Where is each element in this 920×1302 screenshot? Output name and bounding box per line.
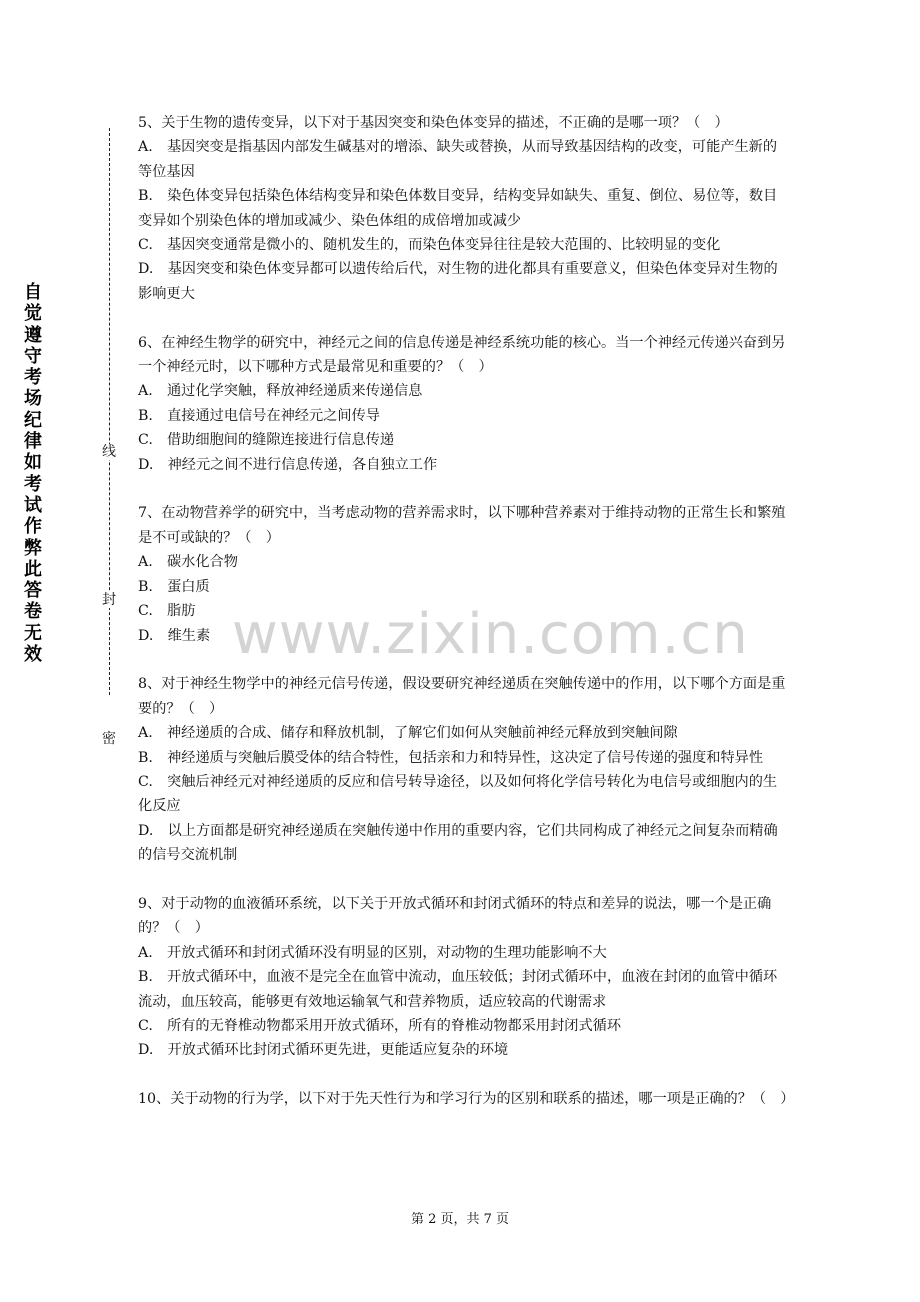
option-a: A. 神经递质的合成、储存和释放机制，了解它们如何从突触前神经元释放到突触间隙 — [138, 725, 678, 742]
slogan-char: 场 — [24, 388, 42, 410]
option-d: D. 以上方面都是研究神经递质在突触传递中作用的重要内容，它们共同构成了神经元之间复杂而精确的信号交流机制 — [138, 822, 778, 864]
option-d: D. 神经元之间不进行信息传递，各自独立工作 — [138, 456, 438, 473]
question-7 — [138, 501, 788, 647]
slogan-char: 弊 — [24, 537, 42, 559]
site-watermark: www.zixin.com.cn — [232, 602, 749, 667]
page-number: 第 2 页，共 7 页 — [410, 1212, 510, 1227]
seal-mark-feng: 封 — [102, 592, 116, 608]
option-c: C. 所有的无脊椎动物都采用开放式循环，所有的脊椎动物都采用封闭式循环 — [138, 1017, 622, 1034]
exam-rules-slogan — [22, 282, 44, 665]
slogan-char: 守 — [24, 345, 42, 367]
option-a: A. 碳水化合物 — [138, 554, 238, 571]
option-a: A. 基因突变是指基因内部发生碱基对的增添、缺失或替换，从而导致基因结构的改变，可能产生新的等位基因 — [138, 139, 778, 180]
option-b: B. 开放式循环中，血液不是完全在血管中流动，血压较低；封闭式循环中，血液在封闭的血管中循环流动，血压较高，能够更有效地运输氧气和营养物质，适应较高的代谢需求 — [138, 969, 778, 1010]
slogan-char: 试 — [24, 494, 42, 516]
slogan-char: 律 — [24, 431, 42, 453]
slogan-char: 无 — [24, 622, 42, 644]
slogan-char: 觉 — [24, 303, 42, 325]
option-a: A. 开放式循环和封闭式循环没有明显的区别，对动物的生理功能影响不大 — [138, 944, 607, 961]
slogan-char: 此 — [24, 558, 42, 580]
question-stem: 5、关于生物的遗传变异，以下对于基因突变和染色体变异的描述，不正确的是哪一项？（ ） — [138, 115, 729, 131]
option-c: C. 借助细胞间的缝隙连接进行信息传递 — [138, 432, 395, 449]
question-stem: 6、在神经生物学的研究中，神经元之间的信息传递是神经系统功能的核心。当一个神经元传递兴奋到另一个神经元时，以下哪种方式是最常见和重要的？（ ） — [138, 334, 786, 376]
question-5 — [138, 111, 788, 306]
slogan-char: 如 — [24, 452, 42, 474]
option-d: D. 基因突变和染色体变异都可以遗传给后代，对生物的进化都具有重要意义，但染色体变异对生物的影响更大 — [138, 261, 778, 302]
seal-dashed-line — [109, 128, 110, 695]
question-stem: 8、对于神经生物学中的神经元信号传递，假设要研究神经递质在突触传递中的作用，以下哪个方面是重要的？（ ） — [138, 676, 786, 717]
option-b: B. 直接通过电信号在神经元之间传导 — [138, 407, 380, 424]
question-8 — [138, 672, 788, 867]
question-list — [138, 111, 795, 1136]
seal-mark-xian: 线 — [102, 444, 116, 460]
question-stem: 10、关于动物的行为学，以下对于先天性行为和学习行为的区别和联系的描述，哪一项是正确的？（ ） — [138, 1091, 795, 1108]
slogan-char: 效 — [24, 644, 42, 666]
slogan-char: 自 — [24, 282, 42, 303]
option-c: C. 突触后神经元对神经递质的反应和信号转导途径，以及如何将化学信号转化为电信号或细胞内的生化反应 — [138, 773, 778, 815]
question-stem: 9、对于动物的血液循环系统，以下关于开放式循环和封闭式循环的特点和差异的说法，哪一个是正确的？（ ） — [138, 895, 772, 937]
slogan-char: 考 — [24, 367, 42, 389]
slogan-char: 考 — [24, 473, 42, 495]
question-stem: 7、在动物营养学的研究中，当考虑动物的营养需求时，以下哪种营养素对于维持动物的正常生长和繁殖是不可或缺的？（ ） — [138, 505, 786, 546]
slogan-char: 作 — [24, 516, 42, 538]
option-c: C. 脂肪 — [138, 603, 196, 620]
slogan-char: 卷 — [24, 601, 42, 623]
seal-mark-mi: 密 — [102, 731, 116, 747]
slogan-char: 遵 — [24, 324, 42, 346]
option-d: D. 开放式循环比封闭式循环更先进，更能适应复杂的环境 — [138, 1042, 509, 1059]
option-d: D. 维生素 — [138, 627, 211, 644]
question-9 — [138, 892, 788, 1063]
question-6 — [138, 331, 788, 477]
slogan-char: 纪 — [24, 409, 42, 431]
option-b: B. 神经递质与突触后膜受体的结合特性，包括亲和力和特异性，这决定了信号传递的强度和特异性 — [138, 749, 764, 766]
option-b: B. 染色体变异包括染色体结构变异和染色体数目变异，结构变异如缺失、重复、倒位、易位等，数目变异如个别染色体的增加或减少、染色体组的成倍增加或减少 — [138, 188, 778, 229]
option-a: A. 通过化学突触，释放神经递质来传递信息 — [138, 383, 423, 400]
question-10 — [138, 1087, 795, 1111]
slogan-char: 答 — [24, 580, 42, 602]
option-b: B. 蛋白质 — [138, 578, 210, 595]
option-c: C. 基因突变通常是微小的、随机发生的，而染色体变异往往是较大范围的、比较明显的变化 — [138, 237, 721, 254]
